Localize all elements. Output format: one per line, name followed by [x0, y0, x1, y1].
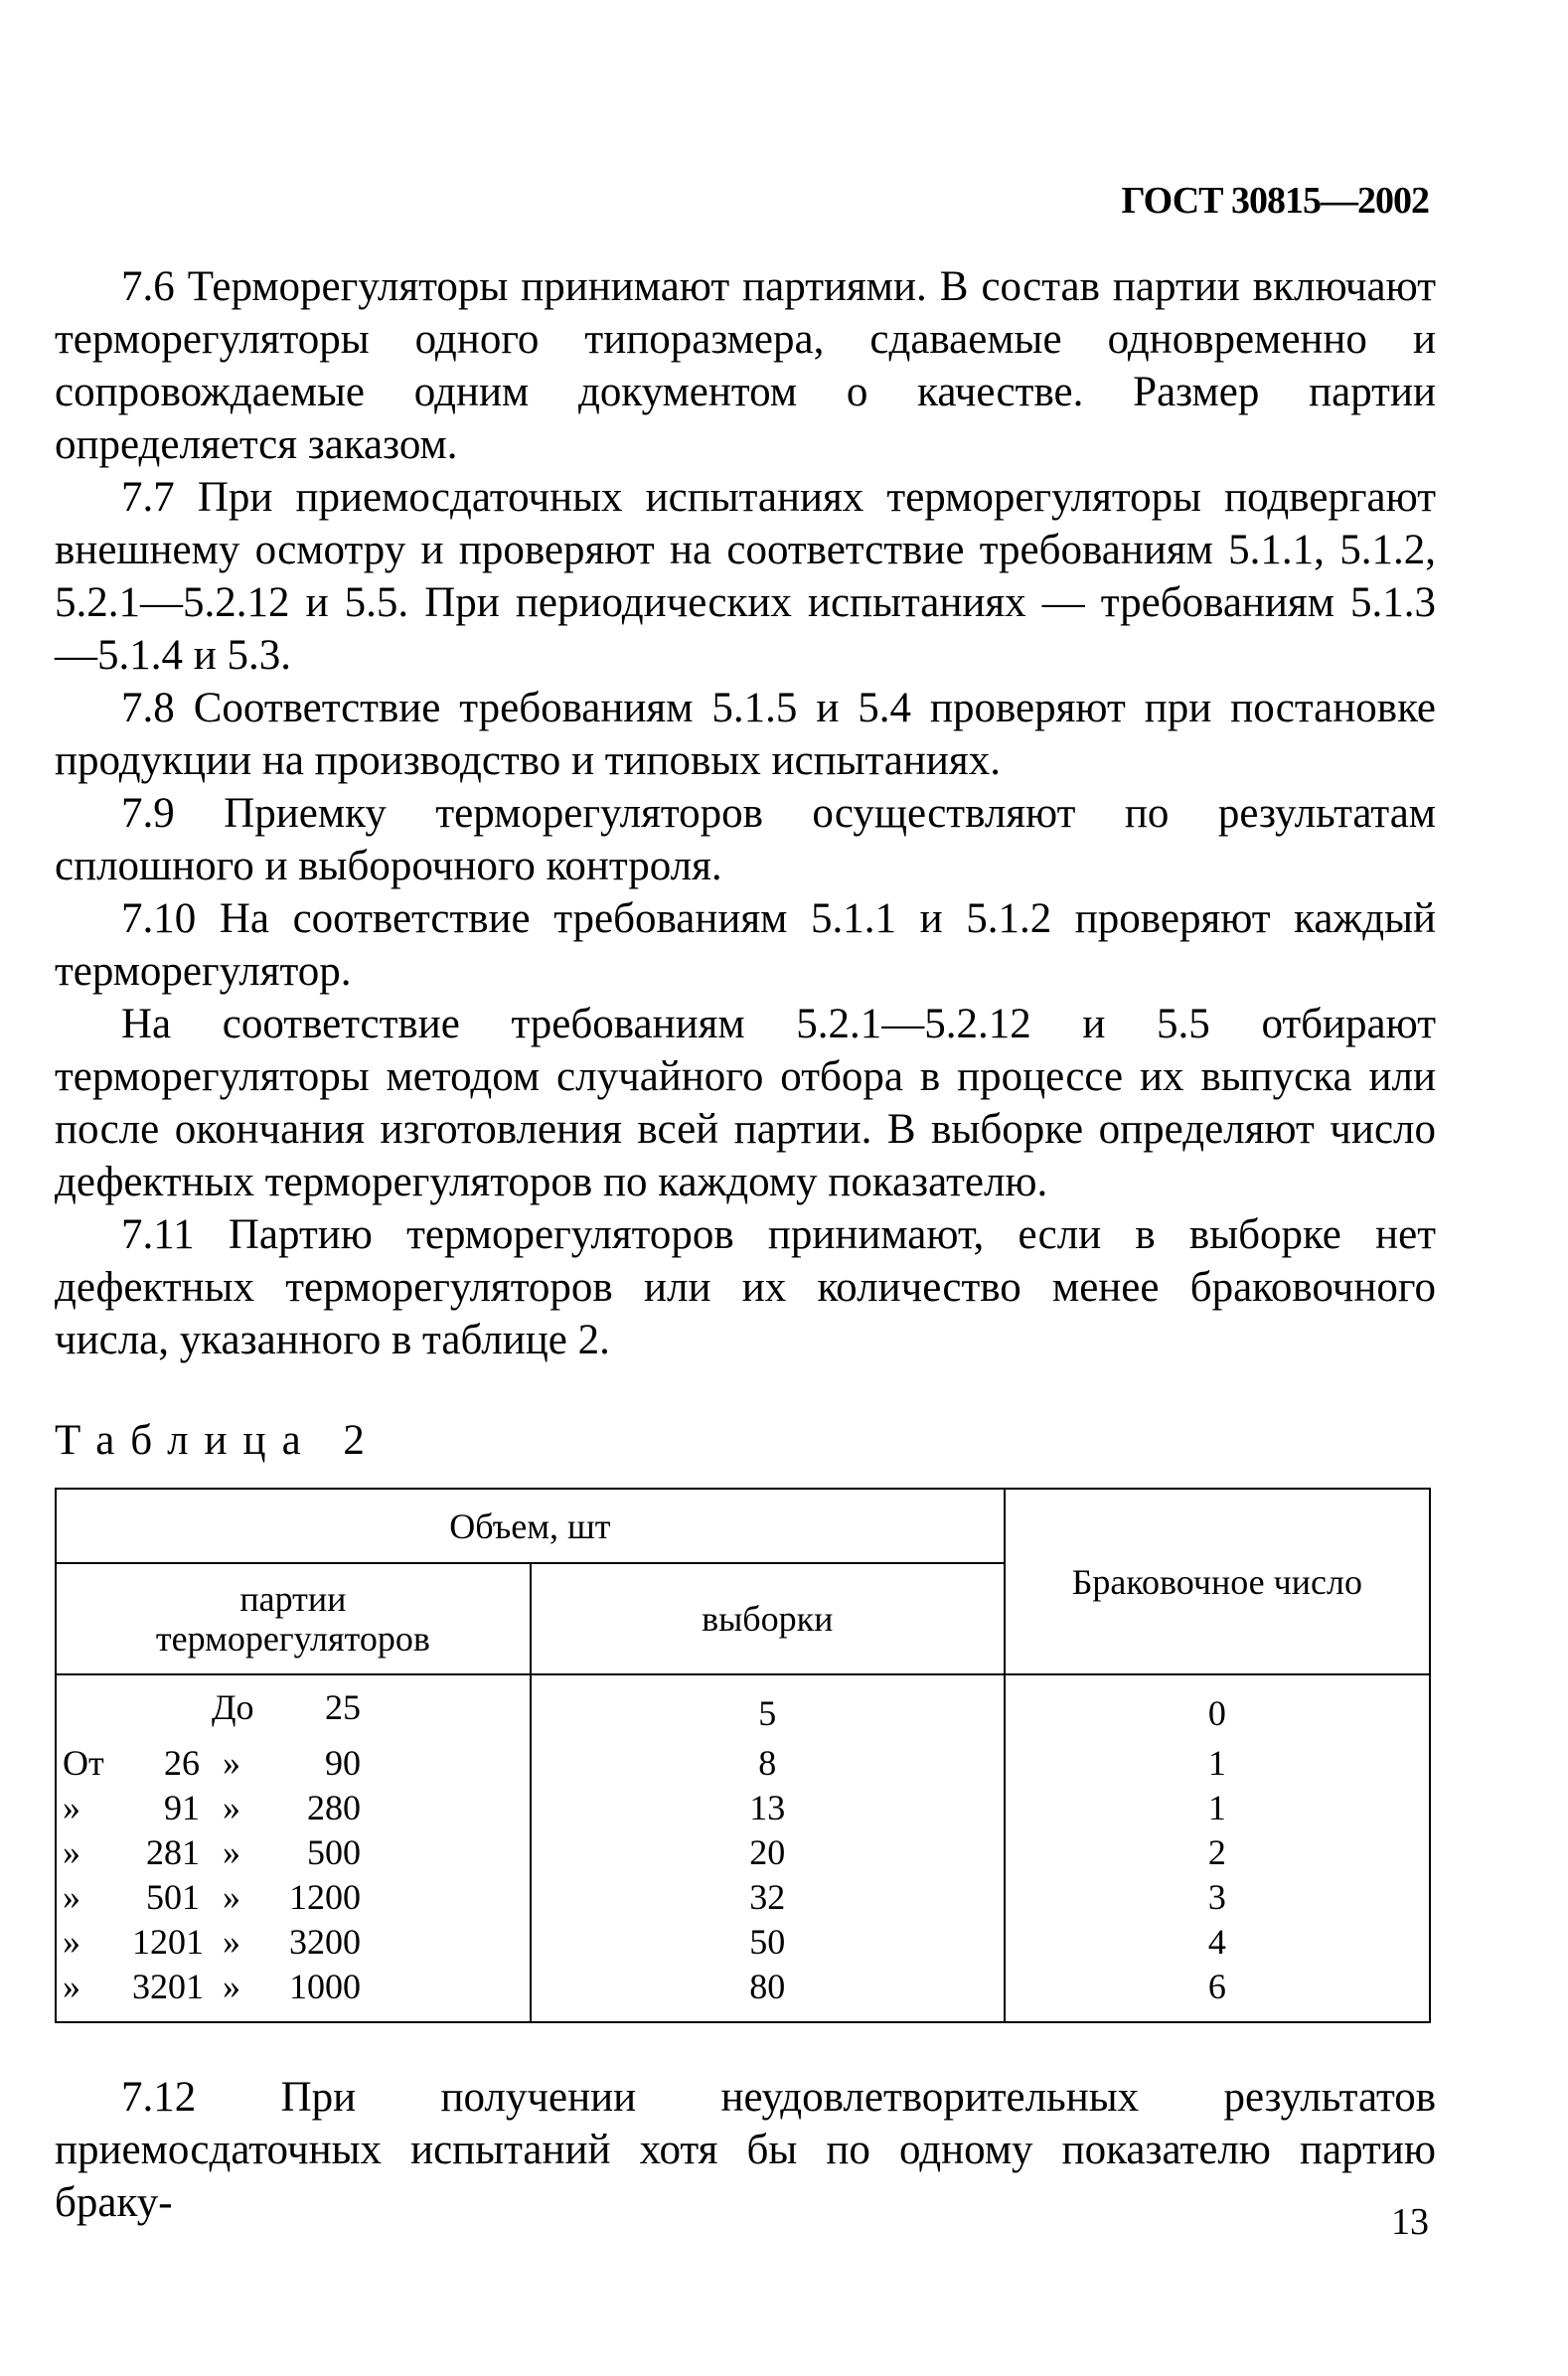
reject-number-cell: 3 [1005, 1875, 1430, 1920]
lot-size-cell [56, 1786, 531, 1830]
table-row [56, 1965, 1430, 2022]
lot-size-range [63, 1875, 361, 1920]
lot-size-cell [56, 1830, 531, 1875]
range-end-value: 1000 [289, 1967, 361, 2006]
paragraph-7-10-sampling: На соответствие требованиям 5.2.1—5.2.12 и 5.5 отбирают терморегуляторы методом случайного отбора в процессе их выпуска или после окончания изготовления всей партии. В выборке определяют число дефектных терморегуляторов по каждому показателю. [55, 1001, 1436, 1205]
range-start-value [132, 1685, 212, 1730]
reject-number-cell: 4 [1005, 1920, 1430, 1965]
range-end-value: 90 [325, 1743, 361, 1783]
table-body [56, 1674, 1430, 2022]
sample-size-cell: 5 [531, 1674, 1005, 1741]
sample-size-cell: 32 [531, 1875, 1005, 1920]
paragraph-7-10: 7.10 На соответствие требованиям 5.1.1 и 5.1.2 проверяют каждый терморегулятор. [55, 895, 1436, 995]
reject-number-cell: 1 [1005, 1741, 1430, 1786]
paragraph-7-8: 7.8 Соответствие требованиям 5.1.5 и 5.4 проверяют при постановке продукции на производство и типовых испытаниях. [55, 685, 1436, 784]
reject-number-cell: 1 [1005, 1786, 1430, 1830]
page-number: 13 [1391, 2201, 1429, 2243]
range-start-value: 91 [164, 1788, 200, 1827]
range-to-label: » [223, 1877, 240, 1917]
lot-size-range [63, 1786, 361, 1830]
header-sample: выборки [531, 1563, 1005, 1674]
range-from-label: » [63, 1788, 80, 1827]
range-from-label [63, 1685, 132, 1730]
sample-size-cell: 8 [531, 1741, 1005, 1786]
range-from-label: » [63, 1877, 80, 1917]
reject-number-cell: 6 [1005, 1965, 1430, 2022]
range-end-value: 25 [325, 1687, 361, 1727]
acceptance-table [55, 1488, 1431, 2023]
lot-size-range [63, 1830, 361, 1875]
paragraph-7-9: 7.9 Приемку терморегуляторов осуществляют по результатам сплошного и выборочного контроля. [55, 790, 1436, 889]
lot-size-cell [56, 1965, 531, 2022]
range-to-label: » [223, 1967, 240, 2006]
body-text [55, 260, 1436, 1366]
range-end-value: 500 [307, 1832, 361, 1872]
lot-size-cell [56, 1875, 531, 1920]
lot-size-range [63, 1741, 361, 1786]
lot-size-range [63, 1965, 361, 2009]
table-row [56, 1920, 1430, 1965]
header-lot [56, 1563, 531, 1674]
lot-size-range [63, 1685, 361, 1730]
sample-size-cell: 50 [531, 1920, 1005, 1965]
range-start-value: 26 [164, 1743, 200, 1783]
table-row [56, 1786, 1430, 1830]
header-volume: Объем, шт [56, 1489, 1005, 1563]
paragraph-7-11: 7.11 Партию терморегуляторов принимают, если в выборке нет дефектных терморегуляторов или их количество менее браковочного числа, указанного в таблице 2. [55, 1211, 1436, 1363]
paragraph-7-7: 7.7 При приемосдаточных испытаниях терморегуляторы подвергают внешнему осмотру и проверяют на соответствие требованиям 5.1.1, 5.1.2, 5.2.1—5.2.12 и 5.5. При периодических испытаниях — требованиям 5.1.3—5.1.4 и 5.3. [55, 474, 1436, 679]
table-row [56, 1741, 1430, 1786]
range-from-label: » [63, 1832, 80, 1872]
range-to-label: » [223, 1743, 240, 1783]
table-row [56, 1830, 1430, 1875]
range-to-label: » [223, 1922, 240, 1962]
table-row [56, 1875, 1430, 1920]
paragraph-7-12: 7.12 При получении неудовлетворительных результатов приемосдаточных испытаний хотя бы по одному показателю партию браку- [55, 2074, 1436, 2226]
range-start-value: 281 [146, 1832, 200, 1872]
closing-text [55, 2071, 1436, 2229]
lot-size-cell [56, 1674, 531, 1741]
range-from-label: » [63, 1967, 80, 2006]
range-from-label: От [63, 1743, 104, 1783]
range-end-value: 1200 [289, 1877, 361, 1917]
table-caption: Таблица 2 [55, 1417, 381, 1464]
range-start-value: 1201 [132, 1922, 204, 1962]
lot-size-cell [56, 1920, 531, 1965]
sample-size-cell: 20 [531, 1830, 1005, 1875]
lot-size-cell [56, 1741, 531, 1786]
range-end-value: 280 [307, 1788, 361, 1827]
range-to-label: » [223, 1788, 240, 1827]
table-row [56, 1674, 1430, 1741]
header-lot-label: партии терморегуляторов [155, 1579, 430, 1659]
paragraph-7-6: 7.6 Терморегуляторы принимают партиями. В состав партии включают терморегуляторы одного типоразмера, сдаваемые одновременно и сопровождаемые одним документом о качестве. Размер партии определяется заказом. [55, 263, 1436, 468]
range-start-value: 3201 [132, 1967, 204, 2006]
range-end-value: 3200 [289, 1922, 361, 1962]
sample-size-cell: 80 [531, 1965, 1005, 2022]
reject-number-cell: 2 [1005, 1830, 1430, 1875]
range-from-label: » [63, 1922, 80, 1962]
lot-size-range [63, 1920, 361, 1965]
header-reject-number: Браковочное число [1005, 1489, 1430, 1674]
range-to-label: » [223, 1832, 240, 1872]
reject-number-cell: 0 [1005, 1674, 1430, 1741]
document-header: ГОСТ 30815—2002 [1121, 180, 1429, 222]
sample-size-cell: 13 [531, 1786, 1005, 1830]
range-start-value: 501 [146, 1877, 200, 1917]
range-to-label: До [212, 1687, 254, 1727]
